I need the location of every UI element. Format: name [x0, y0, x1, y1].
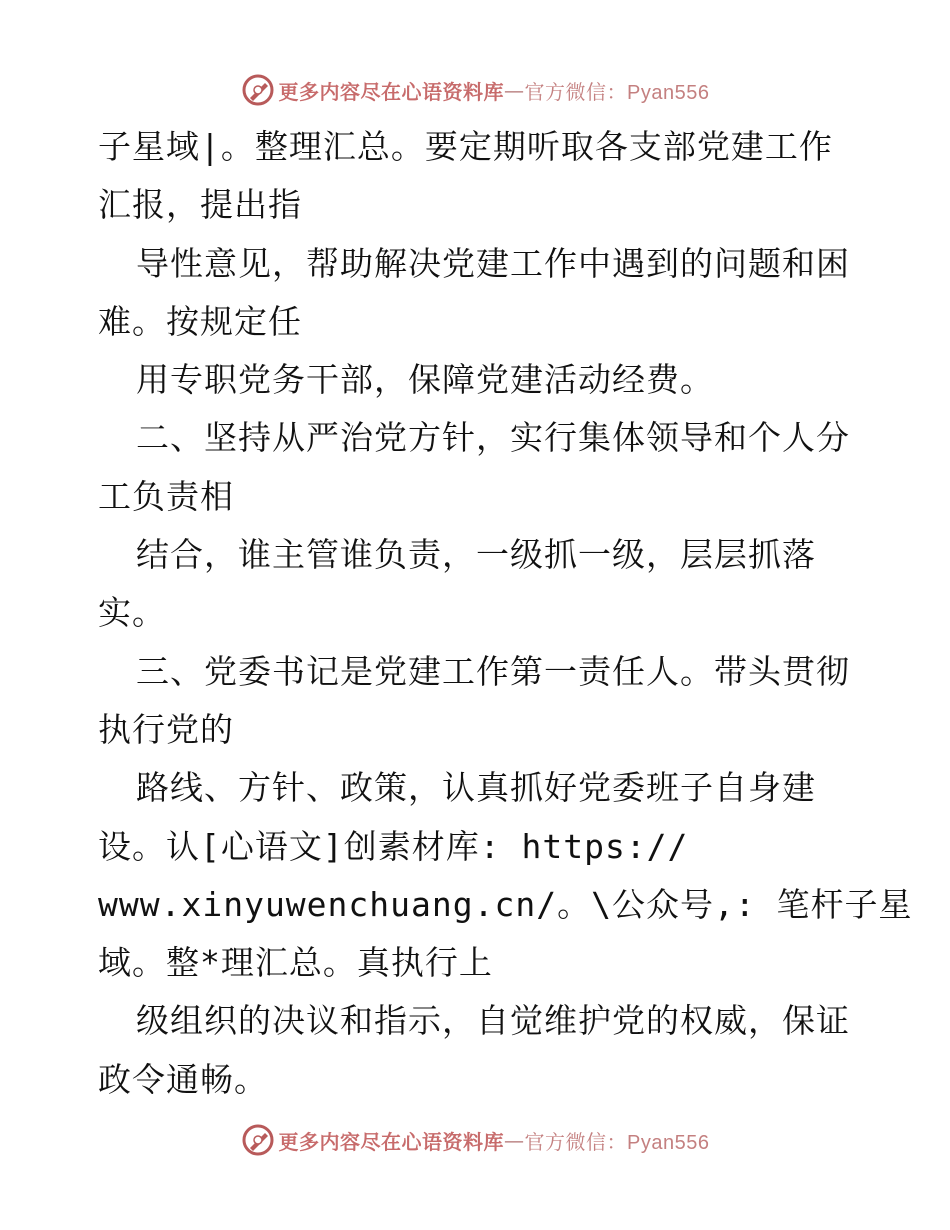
- text-line-12: 路线、方针、政策，认真抓好党委班子自身建: [136, 768, 816, 808]
- text-line-3: 导性意见，帮助解决党建工作中遇到的问题和困: [136, 243, 850, 283]
- banner-wechat-text: 官方微信：Pyan556: [524, 1131, 710, 1154]
- text-line-10: 三、党委书记是党建工作第一责任人。带头贯彻: [136, 651, 850, 691]
- banner-brand-text: 更多内容尽在心语资料库: [278, 1129, 505, 1154]
- text-line-4: 难。按规定任: [98, 301, 302, 341]
- banner-wechat-text: 官方微信：Pyan556: [524, 81, 710, 104]
- text-line-14: www.xinyuwenchuang.cn/。\公众号,: 笔杆子星: [98, 884, 913, 924]
- text-line-2: 汇报，提出指: [98, 185, 302, 225]
- text-line-8: 结合，谁主管谁负责，一级抓一级，层层抓落: [136, 535, 816, 575]
- document-body: [98, 118, 913, 1109]
- text-line-7: 工负责相: [98, 476, 234, 516]
- text-line-6: 二、坚持从严治党方针，实行集体领导和个人分: [136, 418, 850, 458]
- footer-watermark-banner: [0, 1120, 950, 1160]
- text-line-15: 域。整*理汇总。真执行上: [98, 943, 493, 983]
- text-line-9: 实。: [98, 593, 166, 633]
- pen-logo-icon: [241, 73, 275, 107]
- text-line-11: 执行党的: [98, 709, 234, 749]
- banner-separator: —: [504, 78, 525, 102]
- text-line-13: 设。认[心语文]创素材库: https://: [98, 826, 689, 866]
- text-line-1: 子星域|。整理汇总。要定期听取各支部党建工作: [98, 127, 833, 166]
- banner-separator: —: [504, 1128, 525, 1152]
- text-line-5: 用专职党务干部，保障党建活动经费。: [136, 360, 714, 400]
- text-line-17: 政令通畅。: [98, 1059, 268, 1099]
- header-watermark-banner: [0, 70, 950, 110]
- text-line-16: 级组织的决议和指示，自觉维护党的权威，保证: [136, 1001, 850, 1041]
- pen-logo-icon: [241, 1123, 275, 1157]
- banner-brand-text: 更多内容尽在心语资料库: [278, 79, 505, 104]
